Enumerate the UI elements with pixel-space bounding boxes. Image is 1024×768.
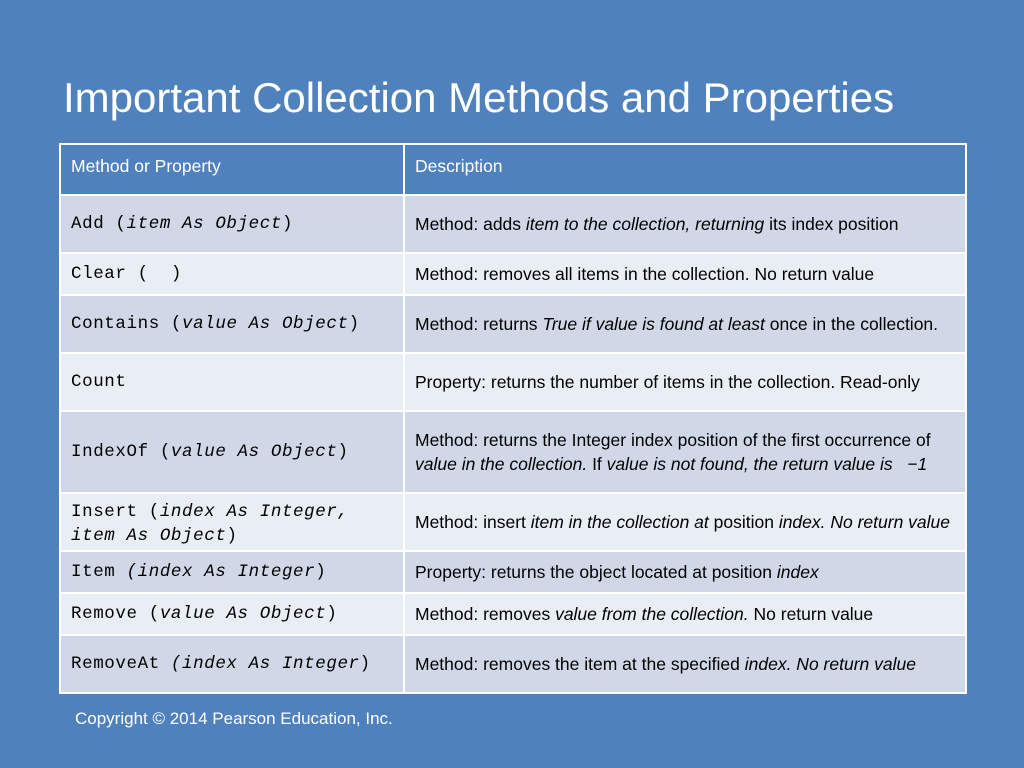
table-row bbox=[60, 551, 966, 593]
member-name: Contains ( bbox=[71, 314, 183, 334]
description-italic: index bbox=[776, 562, 819, 582]
member-name: RemoveAt bbox=[71, 654, 171, 674]
member-signature bbox=[60, 493, 404, 551]
description-italic: value is not found, the return value is −1 bbox=[606, 454, 928, 474]
member-description bbox=[404, 551, 966, 593]
table-row bbox=[60, 195, 966, 253]
description-text: Property: returns the number of items in the collection. Read-only bbox=[415, 372, 920, 392]
member-name: Count bbox=[71, 372, 127, 392]
description-text: Method: returns the Integer index position of the first occurrence of bbox=[415, 430, 931, 450]
member-signature bbox=[60, 551, 404, 593]
member-description bbox=[404, 411, 966, 493]
table-row bbox=[60, 593, 966, 635]
description-italic: item to the collection, returning bbox=[525, 214, 765, 234]
description-text: No return value bbox=[748, 604, 874, 624]
member-parameter: (index As Integer bbox=[170, 654, 360, 674]
member-name-end: ) bbox=[315, 562, 327, 582]
member-description bbox=[404, 635, 966, 693]
table-row bbox=[60, 353, 966, 411]
table-row bbox=[60, 253, 966, 295]
member-signature bbox=[60, 253, 404, 295]
header-method-or-property: Method or Property bbox=[60, 144, 404, 195]
member-signature bbox=[60, 353, 404, 411]
description-text: position bbox=[708, 512, 779, 532]
member-parameter: value As Object bbox=[170, 442, 338, 462]
member-signature bbox=[60, 593, 404, 635]
slide-title: Important Collection Methods and Properties bbox=[63, 74, 895, 121]
member-parameter: value As Object bbox=[182, 314, 349, 334]
member-parameter: value As Object bbox=[159, 604, 327, 624]
table-row bbox=[60, 493, 966, 551]
member-description bbox=[404, 493, 966, 551]
description-text: Property: returns the object located at position bbox=[415, 562, 777, 582]
table-header-row bbox=[60, 144, 966, 195]
description-italic: value in the collection. bbox=[415, 454, 588, 474]
member-name: Insert ( bbox=[71, 502, 160, 522]
member-name: Remove ( bbox=[71, 604, 160, 624]
header-description: Description bbox=[404, 144, 966, 195]
member-parameter: index As Integer, item As Object bbox=[71, 502, 349, 546]
member-description bbox=[404, 353, 966, 411]
member-description bbox=[404, 195, 966, 253]
member-name: Add ( bbox=[71, 214, 127, 234]
methods-table bbox=[59, 143, 967, 694]
member-signature bbox=[60, 295, 404, 353]
description-italic: index. No return value bbox=[778, 512, 951, 532]
member-name: Clear ( ) bbox=[71, 264, 183, 284]
description-text: Method: removes bbox=[415, 604, 556, 624]
member-name-end: ) bbox=[337, 442, 349, 462]
member-name-end: ) bbox=[348, 314, 360, 334]
table-row bbox=[60, 635, 966, 693]
member-description bbox=[404, 593, 966, 635]
description-text: once in the collection. bbox=[764, 314, 939, 334]
description-italic: item in the collection at bbox=[530, 512, 709, 532]
description-text: If bbox=[587, 454, 607, 474]
description-text: Method: adds bbox=[415, 214, 526, 234]
member-name-end: ) bbox=[226, 526, 238, 546]
table-row bbox=[60, 411, 966, 493]
description-text: Method: removes all items in the collection. No return value bbox=[415, 264, 875, 284]
member-name: Item bbox=[71, 562, 127, 582]
description-text: Method: removes the item at the specified bbox=[415, 654, 745, 674]
member-name: IndexOf ( bbox=[71, 442, 171, 462]
member-description bbox=[404, 253, 966, 295]
description-italic: index. No return value bbox=[744, 654, 916, 674]
description-italic: True if value is found at least bbox=[542, 314, 765, 334]
member-description bbox=[404, 295, 966, 353]
description-text: its index position bbox=[764, 214, 899, 234]
member-parameter: (index As Integer bbox=[126, 562, 316, 582]
member-parameter: item As Object bbox=[126, 214, 282, 234]
description-text: Method: returns bbox=[415, 314, 543, 334]
member-signature bbox=[60, 635, 404, 693]
member-signature bbox=[60, 411, 404, 493]
table-row bbox=[60, 295, 966, 353]
copyright-notice: Copyright © 2014 Pearson Education, Inc. bbox=[75, 709, 393, 728]
member-name-end: ) bbox=[281, 214, 294, 234]
description-text: Method: insert bbox=[415, 512, 531, 532]
description-italic: value from the collection. bbox=[555, 604, 749, 624]
member-name-end: ) bbox=[359, 654, 371, 674]
member-signature bbox=[60, 195, 404, 253]
member-name-end: ) bbox=[326, 604, 338, 624]
